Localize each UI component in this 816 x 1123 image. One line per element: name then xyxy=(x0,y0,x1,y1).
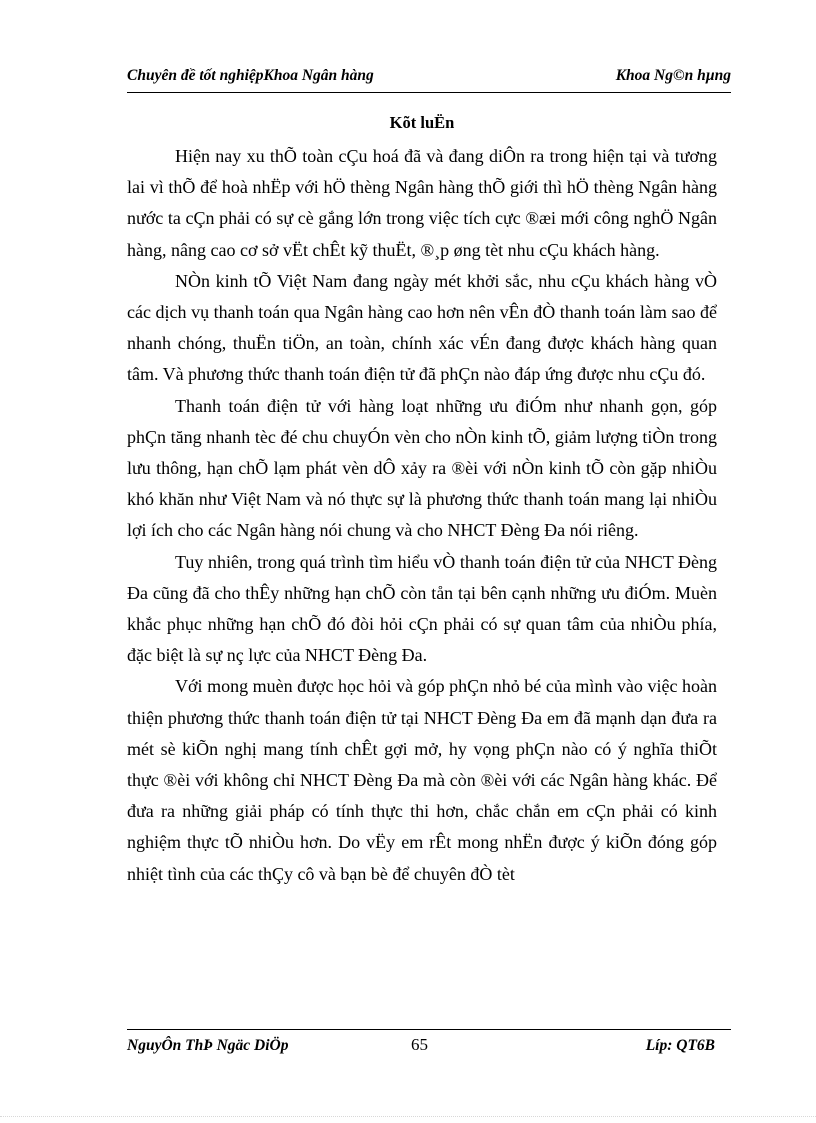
header-left-text: Chuyên đề tốt nghiệpKhoa Ngân hàng xyxy=(127,67,374,84)
paragraph: Hiện nay xu thÕ toàn cÇu hoá đã và đang diÔn ra trong hiện tại và tương lai vì thÕ để hoà nhËp với hÖ thèng Ngân hàng thÕ giới thì hÖ thèng Ngân hàng nước ta cÇn phải có sự cè gắng lớn trong việc tích cực ®æi mới công nghÖ Ngân hàng, nâng cao cơ sở vËt chÊt kỹ thuËt, ®¸p øng tèt nhu cÇu khách hàng. xyxy=(127,146,717,260)
paragraph: Với mong muèn được học hỏi và góp phÇn nhỏ bé của mình vào việc hoàn thiện phương thức thanh toán điện tử tại NHCT Đèng Đa em đã mạnh dạn đưa ra mét sè kiÕn nghị mang tính chÊt gợi mở, hy vọng phÇn nào có ý nghĩa thiÕt thực ®èi với không chỉ NHCT Đèng Đa mà còn ®èi với các Ngân hàng khác. Để đưa ra những giải pháp có tính thực thi hơn, chắc chắn em cÇn phải có kinh nghiệm thực tÕ nhiÒu hơn. Do vËy em rÊt mong nhËn được ý kiÕn đóng góp nhiệt tình của các thÇy cô và bạn bè để chuyên đÒ tèt xyxy=(127,676,717,884)
page-number: 65 xyxy=(411,1035,428,1054)
footer-divider xyxy=(127,1029,731,1030)
header-divider xyxy=(127,92,731,93)
page-header xyxy=(127,67,731,89)
footer-author: NguyÔn ThÞ Ngäc DiÖp xyxy=(127,1037,289,1054)
paragraph: Thanh toán điện tử với hàng loạt những ưu điÓm như nhanh gọn, góp phÇn tăng nhanh tèc đé chu chuyÓn vèn cho nÒn kinh tÕ, giảm lượng tiÒn trong lưu thông, hạn chÕ lạm phát vèn dÔ xảy ra ®èi với nÒn kinh tÕ còn gặp nhiÒu khó khăn như Việt Nam và nó thực sự là phương thức thanh toán mang lại nhiÒu lợi ích cho các Ngân hàng nói chung và cho NHCT Đèng Đa nói riêng. xyxy=(127,395,717,541)
body-text xyxy=(127,141,717,890)
section-title: Kõt luËn xyxy=(389,113,455,132)
page-footer xyxy=(127,1037,731,1061)
paragraph: NÒn kinh tÕ Việt Nam đang ngày mét khởi sắc, nhu cÇu khách hàng vÒ các dịch vụ thanh toán qua Ngân hàng cao hơn nên vÊn đÒ thanh toán làm sao để nhanh chóng, thuËn tiÖn, an toàn, chính xác vÉn đang được khách hàng quan tâm. Và phương thức thanh toán điện tử đã phÇn nào đáp ứng được nhu cÇu đó. xyxy=(127,270,717,385)
page-bottom-edge xyxy=(0,1116,816,1117)
paragraph: Tuy nhiên, trong quá trình tìm hiểu vÒ thanh toán điện tử của NHCT Đèng Đa cũng đã cho thÊy những hạn chÕ còn tån tại bên cạnh những ưu điÓm. Muèn khắc phục những hạn chÕ đó đòi hỏi cÇn phải có sự quan tâm của nhiÒu phía, đặc biệt là sự nç lực của NHCT Đèng Đa. xyxy=(127,551,717,666)
header-right-text: Khoa Ng©n hµng xyxy=(615,67,731,84)
footer-class: Líp: QT6B xyxy=(645,1037,715,1054)
